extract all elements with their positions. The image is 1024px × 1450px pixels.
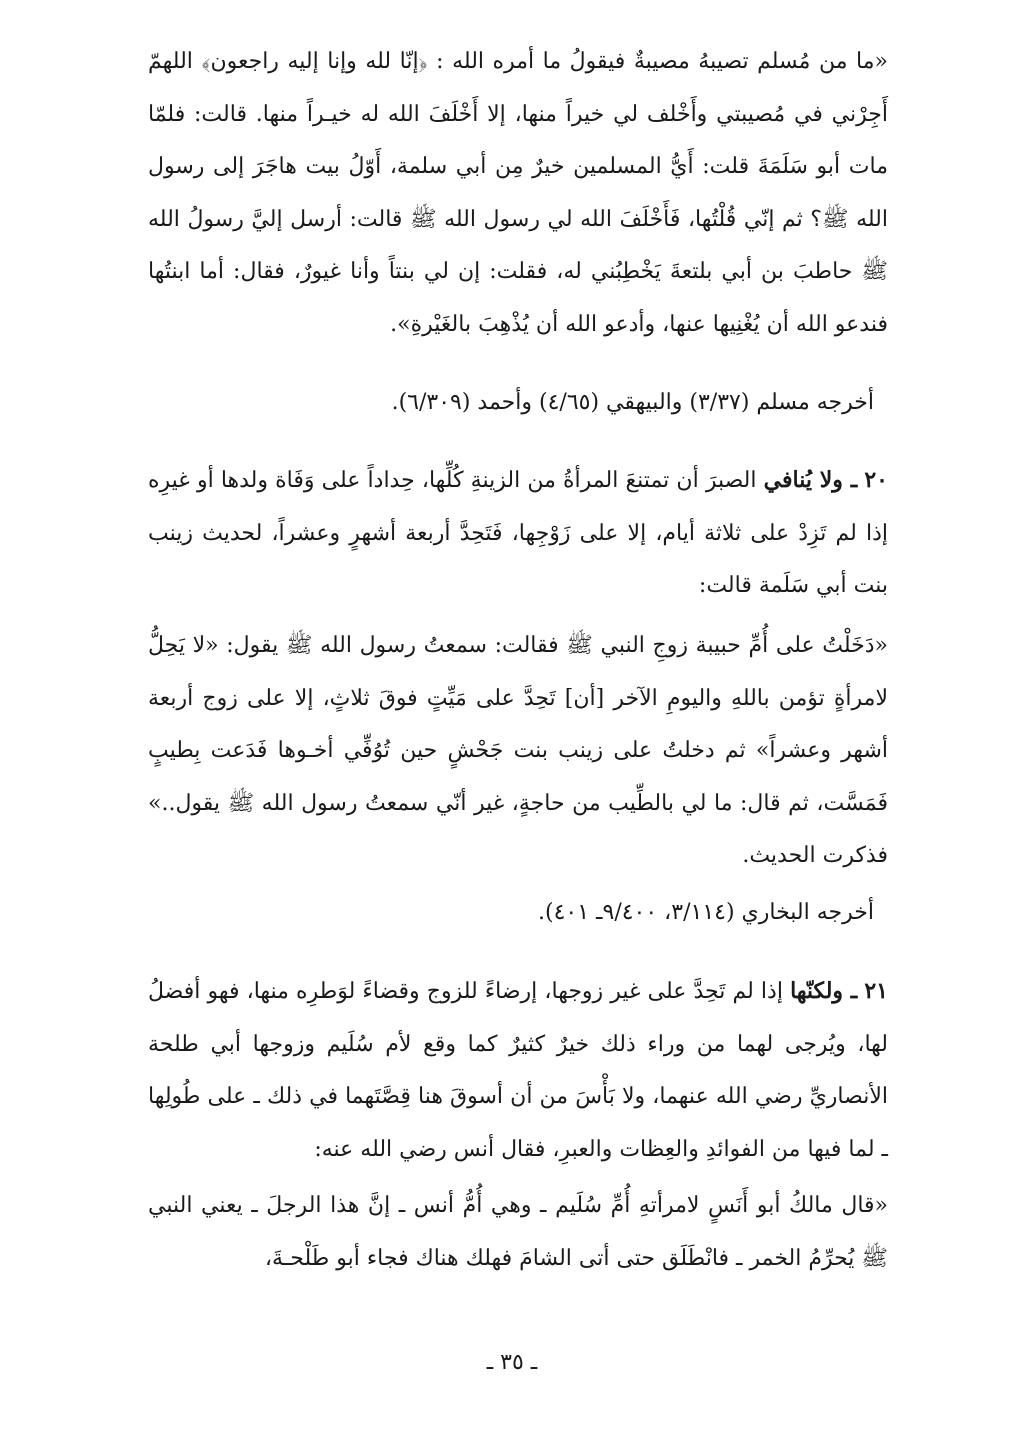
section-21-intro xyxy=(148,965,888,1176)
citation-text: أخرجه البخاري (٣/١١٤، ٩/٤٠٠ـ ٤٠١). xyxy=(538,900,874,925)
citation-bukhari xyxy=(148,893,874,933)
hadith-paragraph-umm-salama xyxy=(148,36,888,351)
hadith-paragraph-zaynab xyxy=(148,620,888,883)
section-20 xyxy=(148,454,888,613)
section-lead: ـ ولا يُنافي xyxy=(763,467,858,493)
hadith-paragraph-anas xyxy=(148,1180,888,1285)
paragraph-text: «دَخَلْتُ على أُمِّ حبيبة زوجِ النبي ﷺ فقالت: سمعتُ رسول الله ﷺ يقول: «لا يَحِلُّ لامرأةٍ تؤمن باللهِ واليومِ الآخر [أن] تَحِدَّ على مَيِّتٍ فوقَ ثلاثٍ، إلا على زوج أربعة أشهر وعشراً» ثم دخلتُ على زينب بنت جَحْشٍ حين تُوُفِّي أخـوها فَدَعت بِطيبٍ فَمَسَّت، ثم قال: ما لي بالطِّيب من حاجةٍ، غير أنّي سمعتُ رسول الله ﷺ يقول..» فذكرت الحديث. xyxy=(148,633,888,868)
section-21 xyxy=(148,965,888,1176)
section-text: الصبرَ أن تمتنعَ المرأةُ من الزينةِ كُلِّها، حِداداً على وَفَاة ولدها أو غيرِه إذا لم تَزِدْ على ثلاثة أيام، إلا على زَوْجِها، فَتَحِدَّ أربعة أشهرٍ وعشراً، لحديث زينب بنت أبي سَلَمة قالت: xyxy=(148,468,888,598)
section-text: إذا لم تَحِدَّ على غير زوجها، إرضاءً للزوج وقضاءً لوَطرِه منها، فهو أفضلُ لها، ويُرجى لهما من وراء ذلك خيرٌ كثيرٌ كما وقع لأم سُلَيم وزوجها أبي طلحة الأنصاريِّ رضي الله عنهما، ولا بَأْسَ من أن أسوقَ هنا قِصَّتَهما في ذلك ـ على طُولِها ـ لما فيها من الفوائدِ والعِظات والعبرِ، فقال أنس رضي الله عنه: xyxy=(148,979,888,1162)
citation-text: أخرجه مسلم (٣/٣٧) والبيهقي (٤/٦٥) وأحمد (٦/٣٠٩). xyxy=(391,390,874,415)
section-number: ٢٠ xyxy=(864,467,888,493)
citation-muslim xyxy=(148,383,874,423)
section-number: ٢١ xyxy=(864,978,888,1004)
section-lead: ـ ولكنّها xyxy=(790,978,858,1004)
paragraph-text: «قال مالكُ أبو أَنَسٍ لامرأتهِ أُمِّ سُلَيم ـ وهي أُمُّ أنس ـ إنَّ هذا الرجلَ ـ يعني النبي ﷺ يُحرِّمُ الخمر ـ فانْطَلَق حتى أتى الشامَ فهلك هناك فجاء أبو طَلْحـةَ، xyxy=(148,1193,888,1271)
section-20-intro xyxy=(148,454,888,613)
paragraph-text: «ما من مُسلم تصيبهُ مصيبةٌ فيقولُ ما أمره الله : ﴿إنّا لله وإنا إليه راجعون﴾ اللهمّ أَجِرْني في مُصيبتي وأَخْلف لي خيراً منها، إلا أَخْلَفَ الله له خيـراً منها. قالت: فلمّا مات أبو سَلَمَةَ قلت: أَيُّ المسلمين خيرٌ مِن أبي سلمة، أَوّلُ بيت هاجَرَ إلى رسول الله ﷺ؟ ثم إنّي قُلْتُها، فَأَخْلَفَ الله لي رسول الله ﷺ قالت: أرسل إليَّ رسولُ الله ﷺ حاطبَ بن أبي بلتعةَ يَخْطِبُني له، فقلت: إن لي بنتاً وأنا غيورٌ، فقال: أما ابنتُها فندعو الله أن يُغْنِيها عنها، وأدعو الله أن يُذْهِبَ بالغَيْرةِ». xyxy=(148,49,888,337)
page-number: ـ ٣٥ ـ xyxy=(486,1350,538,1375)
